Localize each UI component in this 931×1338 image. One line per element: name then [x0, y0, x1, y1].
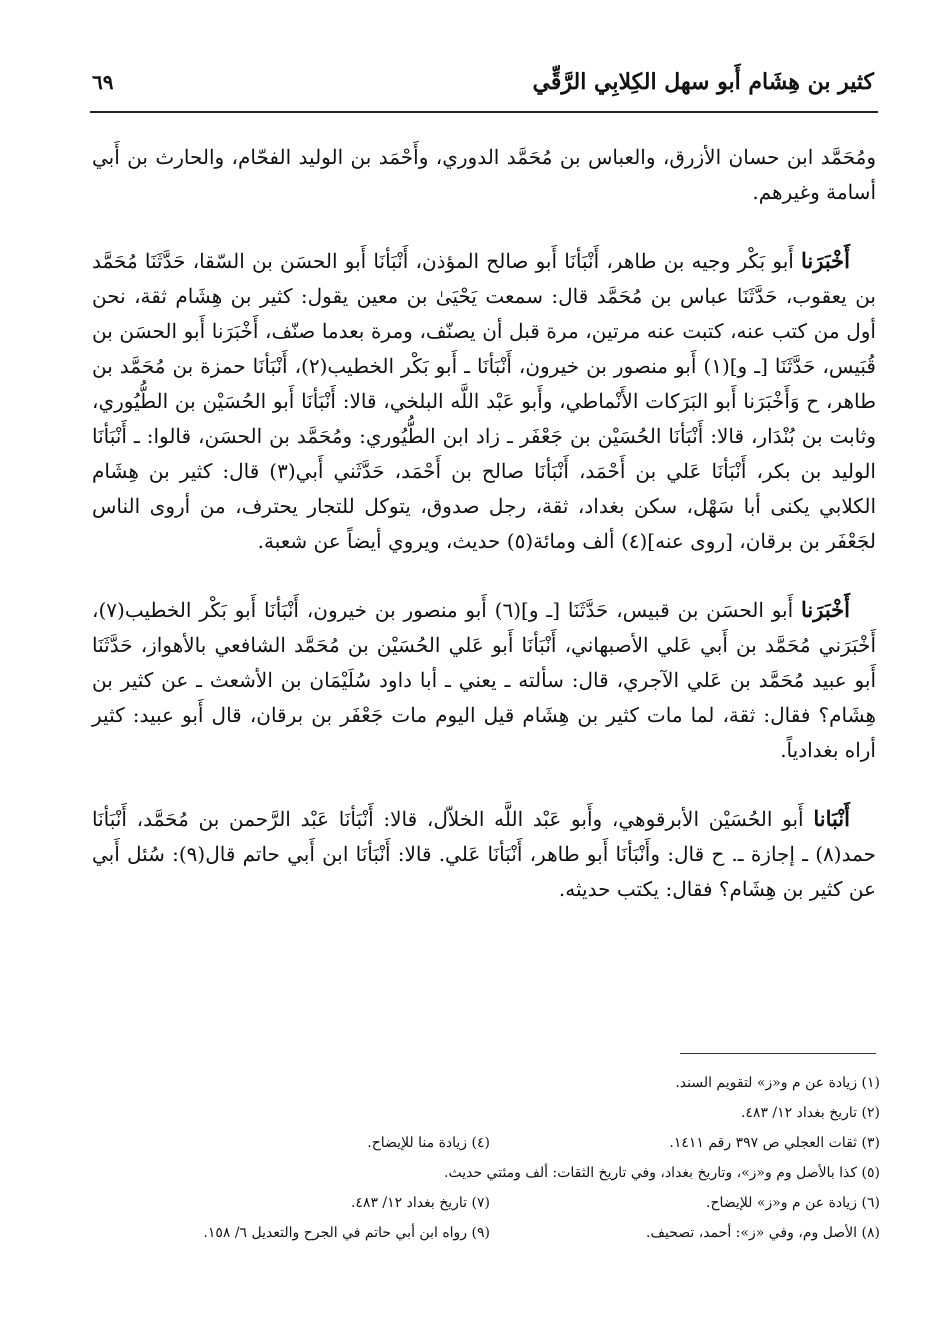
footnote-text: تاريخ بغداد ١٢/ ٤٨٣. — [350, 1195, 468, 1211]
footnote-row — [92, 1218, 880, 1248]
main-text — [92, 140, 876, 940]
footnote-text: زيادة منا للإيضاح. — [367, 1135, 468, 1151]
footnote-item — [203, 1218, 490, 1248]
footnote-item — [490, 1218, 880, 1248]
footnote-text: ثقات العجلي ص ٣٩٧ رقم ١٤١١. — [669, 1135, 858, 1151]
paragraph-text: أَبو بَكْر وجيه بن طاهر، أَنْبَأنَا أَبو صالح المؤذن، أَنْبَأنَا أَبو الحسَن بن السّقا، حَدَّثَنَا مُحَمَّد بن يعقوب، حَدَّثَنَا عباس بن مُحَمَّد قال: سمعت يَحْيَىٰ بن معين يقول: كثير بن هِشَام ثقة، نحن أول من كتب عنه، كتبت عنه مرتين، مرة قبل أن يصنّف، ومرة بعدما صنّف، أَخْبَرَنا أَبو الحسَن بن قُبَيس، حَدَّثَنَا [ـ و](١) أَبو منصور بن خيرون، أَنْبَأنَا ـ أَبو بَكْر الخطيب(٢)، أَنْبَأنَا حمزة بن مُحَمَّد بن طاهر، ح وَأَخْبَرَنا أَبو البَرَكات الأَنْماطي، وأَبو عَبْد اللَّه البلخي، قالا: أَنْبَأنَا أَبو الحُسَيْن بن الطُّيُوري، وثابت بن بُنْدَار، قالا: أَنْبَأنَا الحُسَيْن بن جَعْفَر ـ زاد ابن الطُّيُوري: ومُحَمَّد بن الحسَن، قالوا: ـ أَنْبَأنَا الوليد بن بكر، أَنْبَأنَا عَلي بن أَحْمَد، أَنْبَأنَا صالح بن أَحْمَد، حَدَّثَني أَبي(٣) قال: كثير بن هِشَام الكلابي يكنى أبا سَهْل، سكن بغداد، ثقة، رجل صدوق، يتوكل للتجار يحترف، من أروى الناس لجَعْفَر بن برقان، [روى عنه](٤) ألف ومائة(٥) حديث، ويروي أيضاً عن شعبة. — [92, 249, 877, 553]
footnote-item — [351, 1188, 490, 1218]
paragraph — [92, 592, 876, 768]
footnote-number: (٢) — [861, 1105, 880, 1121]
footnote-number: (٦) — [861, 1195, 880, 1211]
footnote-text: رواه ابن أبي حاتم في الجرح والتعديل ٦/ ١٥٨. — [203, 1225, 468, 1241]
footnote-row — [92, 1188, 880, 1218]
footnote-number: (٤) — [471, 1135, 490, 1151]
footnote-text: زيادة عن م و«ز» للإيضاح. — [706, 1195, 858, 1211]
footnote-item — [490, 1188, 880, 1218]
footnote-item — [92, 1068, 880, 1098]
paragraph-lead-word: أَنْبَانا — [813, 806, 850, 831]
footnote-row — [92, 1098, 880, 1128]
footnote-row — [92, 1128, 880, 1158]
footnote-text: زيادة عن م و«ز» لتقويم السند. — [675, 1075, 858, 1091]
footnote-number: (٣) — [861, 1135, 880, 1151]
footnote-text: تاريخ بغداد ١٢/ ٤٨٣. — [740, 1105, 858, 1121]
footnote-number: (٩) — [471, 1225, 490, 1241]
footnote-item — [92, 1098, 880, 1128]
page-header — [92, 62, 874, 102]
paragraph-text: أَبو الحُسَيْن الأبرقوهي، وأَبو عَبْد اللَّه الخلاّل، قالا: أَنْبَأنَا عَبْد الرَّحمن بن مُحَمَّد، أَنْبَأنَا حمد(٨) ـ إجازة ـ. ح قال: وأَنْبَأنَا أَبو طاهر، أَنْبَأنَا عَلي. قالا: أَنْبَأنَا ابن أَبي حاتم قال(٩): سُئل أَبي عن كثير بن هِشَام؟ فقال: يكتب حديثه. — [92, 807, 876, 901]
paragraph — [92, 140, 876, 210]
paragraph-lead-word: أَخْبَرَنا — [801, 248, 850, 273]
footnote-item — [92, 1158, 880, 1188]
paragraph — [92, 243, 876, 559]
footnote-number: (٨) — [861, 1225, 880, 1241]
footnotes — [92, 1068, 880, 1248]
paragraph-lead-word: أَخْبَرَنا — [801, 597, 850, 622]
footnote-separator — [680, 1053, 876, 1054]
footnote-row — [92, 1068, 880, 1098]
footnote-text: الأصل وم، وفي «ز»: أحمد، تصحيف. — [646, 1225, 858, 1241]
footnote-row — [92, 1158, 880, 1188]
footnote-text: كذا بالأصل وم و«ز»، وتاريخ بغداد، وفي تاريخ الثقات: ألف ومئتي حديث. — [444, 1165, 858, 1181]
footnote-number: (٧) — [471, 1195, 490, 1211]
footnote-item — [367, 1128, 490, 1158]
paragraph-text: أَبو الحسَن بن قبيس، حَدَّثَنَا [ـ و](٦) أَبو منصور بن خيرون، أَنْبَأنَا أَبو بَكْر الخطيب(٧)، أَخْبَرَني مُحَمَّد بن أَبي عَلي الأصبهاني، أَنْبَأنَا أَبو عَلي الحُسَيْن بن مُحَمَّد الشافعي بالأهواز، حَدَّثَنَا أَبو عبيد مُحَمَّد بن عَلي الآجري، قال: سألته ـ يعني ـ أبا داود سُلَيْمَان بن الأشعث ـ عن كثير بن هِشَام؟ فقال: ثقة، لما مات كثير بن هِشَام قيل اليوم مات جَعْفَر بن برقان، قال أَبو عبيد: كثير أراه بغدادياً. — [92, 598, 876, 762]
page-number: ٦٩ — [92, 70, 114, 94]
footnote-number: (١) — [861, 1075, 880, 1091]
footnote-number: (٥) — [861, 1165, 880, 1181]
footnote-item — [490, 1128, 880, 1158]
paragraph-text: ومُحَمَّد ابن حسان الأزرق، والعباس بن مُحَمَّد الدوري، وأَحْمَد بن الوليد الفحّام، والحارث بن أَبي أسامة وغيرهم. — [92, 145, 876, 204]
running-title: كثير بن هِشَام أَبو سهل الكِلابِي الرَّقِّي — [532, 69, 874, 95]
paragraph — [92, 801, 876, 907]
header-rule — [90, 111, 878, 113]
